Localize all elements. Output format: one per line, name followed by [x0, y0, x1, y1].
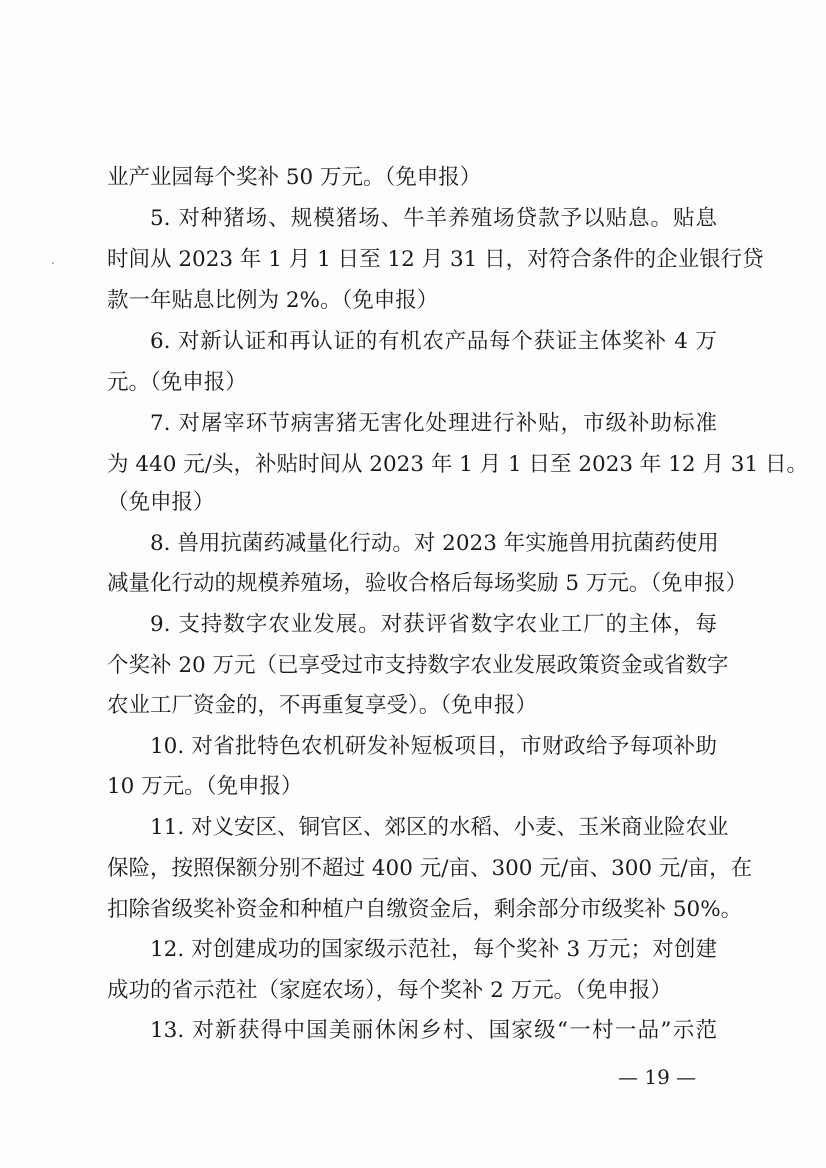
scan-speck [52, 262, 54, 264]
text-line: 成功的省示范社（家庭农场），每个奖补 2 万元。（免申报） [107, 978, 672, 1003]
text-line: 款一年贴息比例为 2%。（免申报） [107, 288, 439, 313]
text-line: 8. 兽用抗菌药减量化行动。对 2023 年实施兽用抗菌药使用 [150, 531, 719, 556]
page-number: — 19 — [618, 1065, 697, 1089]
text-line: 个奖补 20 万元（已享受过市支持数字农业发展政策资金或省数字 [107, 653, 729, 678]
text-line: 13. 对新获得中国美丽休闲乡村、国家级“一村一品”示范 [150, 1018, 717, 1043]
text-line: 为 440 元/头，补贴时间从 2023 年 1 月 1 日至 2023 年 12 月 31 日。 [107, 452, 808, 477]
text-line: 扣除省级奖补资金和种植户自缴资金后，剩余部分市级奖补 50%。 [107, 897, 743, 922]
text-line: 12. 对创建成功的国家级示范社，每个奖补 3 万元；对创建 [150, 937, 717, 962]
text-line: 业产业园每个奖补 50 万元。（免申报） [107, 165, 482, 190]
text-line: （免申报） [107, 490, 215, 515]
text-line: 6. 对新认证和再认证的有机农产品每个获证主体奖补 4 万 [150, 329, 717, 354]
text-line: 保险，按照保额分别不超过 400 元/亩、300 元/亩、300 元/亩，在 [107, 856, 753, 881]
text-line: 10. 对省批特色农机研发补短板项目，市财政给予每项补助 [150, 734, 717, 759]
text-line: 9. 支持数字农业发展。对获评省数字农业工厂的主体，每 [150, 612, 717, 637]
text-line: 时间从 2023 年 1 月 1 日至 12 月 31 日，对符合条件的企业银行贷 [107, 247, 764, 272]
text-line: 5. 对种猪场、规模猪场、牛羊养殖场贷款予以贴息。贴息 [150, 206, 717, 231]
text-line: 减量化行动的规模养殖场，验收合格后每场奖励 5 万元。（免申报） [107, 571, 748, 596]
text-line: 7. 对屠宰环节病害猪无害化处理进行补贴，市级补助标准 [150, 411, 717, 436]
text-line: 11. 对义安区、铜官区、郊区的水稻、小麦、玉米商业险农业 [150, 815, 729, 840]
text-line: 元。（免申报） [107, 370, 247, 395]
text-line: 10 万元。（免申报） [107, 774, 303, 799]
text-line: 农业工厂资金的，不再重复享受）。（免申报） [107, 693, 538, 718]
